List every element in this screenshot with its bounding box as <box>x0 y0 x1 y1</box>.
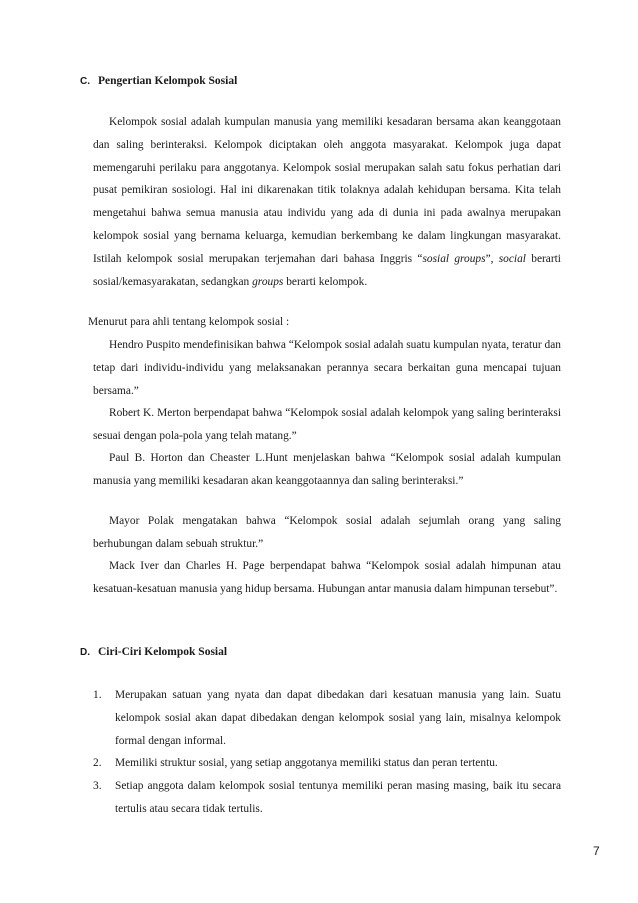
intro-text-part-2: ”, <box>485 252 499 265</box>
list-item-number: 2. <box>93 757 102 770</box>
page-number: 7 <box>593 844 600 858</box>
list-item <box>93 752 561 775</box>
section-d-letter: D. <box>80 647 90 658</box>
section-d-heading <box>80 646 227 658</box>
intro-italic-social-groups: sosial groups <box>422 252 486 265</box>
list-item-text: Memiliki struktur sosial, yang setiap anggotanya memiliki status dan peran tertentu. <box>115 757 498 770</box>
section-d-title: Ciri-Ciri Kelompok Sosial <box>98 646 228 658</box>
list-item-text: Setiap anggota dalam kelompok sosial tentunya memiliki peran masing masing, baik itu secara tertulis atau secara tidak tertulis. <box>115 780 561 815</box>
expert-definition: Paul B. Horton dan Cheaster L.Hunt menjelaskan bahwa “Kelompok sosial adalah kumpulan manusia yang memiliki kesadaran akan keanggotaannya dan saling berinteraksi.” <box>93 452 561 487</box>
characteristics-list <box>93 684 561 821</box>
list-item-number: 1. <box>93 689 102 701</box>
experts-intro-line: Menurut para ahli tentang kelompok sosial : <box>88 316 290 328</box>
list-item <box>93 775 561 821</box>
expert-definition: Hendro Puspito mendefinisikan bahwa “Kelompok sosial adalah suatu kumpulan nyata, teratur dan tetap dari individu-individu yang melaksanakan perannya secara berkaitan guna mencapai tujuan bersama.” <box>93 339 561 397</box>
section-c-letter: C. <box>80 76 90 87</box>
list-item <box>93 684 561 752</box>
section-c-title: Pengertian Kelompok Sosial <box>98 75 238 87</box>
intro-italic-groups: groups <box>252 275 284 288</box>
expert-definition: Mayor Polak mengatakan bahwa “Kelompok sosial adalah sejumlah orang yang saling berhubungan dalam sebuah struktur.” <box>93 515 561 550</box>
list-item-number: 3. <box>93 780 102 793</box>
intro-italic-social: social <box>498 252 526 265</box>
intro-text-part-4: berarti kelompok. <box>283 275 368 288</box>
expert-definition: Mack Iver dan Charles H. Page berpendapat bahwa “Kelompok sosial adalah himpunan atau kesatuan-kesatuan manusia yang hidup bersama. Hubungan antar manusia dalam himpunan tersebut”. <box>93 560 561 595</box>
intro-text-part-1: Kelompok sosial adalah kumpulan manusia yang memiliki kesadaran bersama akan keanggotaan dan saling berinteraksi. Kelompok diciptakan oleh anggota masyarakat. Kelompok juga dapat memengaruhi perilaku para anggotanya. Kelompok sosial merupakan salah satu fokus perhatian dari pusat pemikiran sosiologi. Hal ini dikarenakan titik tolaknya adalah kehidupan bersama. Kita telah mengetahui bahwa semua manusia atau individu yang ada di dunia ini pada awalnya merupakan kelompok sosial yang bernama keluarga, kemudian berkembang ke dalam lingkungan masyarakat. Istilah kelompok sosial merupakan terjemahan dari bahasa Inggris “ <box>93 116 561 265</box>
list-item-text: Merupakan satuan yang nyata dan dapat dibedakan dari kesatuan manusia yang lain. Suatu kelompok sosial akan dapat dibedakan dengan kelompok sosial yang lain, misalnya kelompok formal dengan informal. <box>115 689 561 747</box>
intro-text-part-3: berarti sosial/kemasyarakatan, sedangkan <box>93 252 561 288</box>
expert-definition: Robert K. Merton berpendapat bahwa “Kelompok sosial adalah kelompok yang saling berinteraksi sesuai dengan pola-pola yang telah matang.” <box>93 407 561 442</box>
section-c-heading <box>80 75 237 87</box>
section-c-intro-paragraph <box>93 111 561 293</box>
